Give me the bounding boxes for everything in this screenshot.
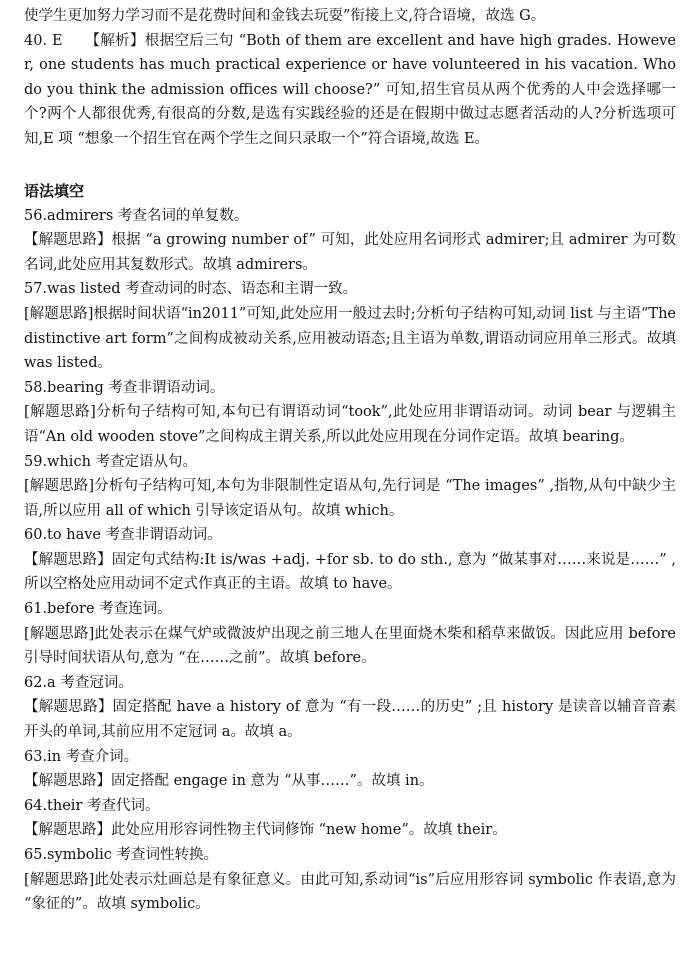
answer-65-head: 65.symbolic 考查词性转换。: [24, 847, 218, 863]
answer-57-head: 57.was listed 考查动词的时态、语态和主谓一致。: [24, 281, 358, 298]
answer-58-analysis: [解题思路]分析句子结构可知,本句已有谓语动词“took”,此处应用非谓语动词。动词 bear 与逻辑主语“An old wooden stove”之间构成主谓关系,所以此处应用现在分词作定语。故填 bearing。: [24, 404, 676, 445]
answer-65-analysis: [解题思路]此处表示灶画总是有象征意义。由此可知,系动词“is”后应用形容词 symbolic 作表语,意为 “象征的”。故填 symbolic。: [24, 871, 676, 913]
answer-56-analysis: 【解题思路】根据 “a growing number of” 可知，此处应用名词形式 admirer;且 admirer 为可数名词,此处应用其复数形式。故填 admirers。: [24, 232, 676, 273]
answer-56-head: 56.admirers 考查名词的单复数。: [24, 207, 249, 224]
answer-58-head: 58.bearing 考查非谓语动词。: [24, 379, 225, 396]
answer-60-analysis: 【解题思路】固定句式结构:It is/was +adj. +for sb. to do sth., 意为 “做某事对……来说是……” ,所以空格处应用动词不定式作真正的主语。故填 to have。: [24, 551, 676, 593]
answer-62-analysis: 【解题思路】固定搭配 have a history of 意为 “有一段……的历史” ;且 history 是读音以辅音音素开头的单词,其前应用不定冠词 a。故填 a。: [24, 699, 676, 741]
answer-59-analysis: [解题思路]分析句子结构可知,本句为非限制性定语从句,先行词是 “The images” ,指物,从句中缺少主语,所以应用 all of which 引导该定语从句。故填 which。: [24, 478, 676, 519]
answer-64-analysis: 【解题思路】此处应用形容词性物主代词修饰 “new home”。故填 their。: [24, 822, 507, 839]
answer-63-analysis: 【解题思路】固定搭配 engage in 意为 “从事……”。故填 in。: [24, 773, 434, 790]
answer-59-head: 59.which 考查定语从句。: [24, 453, 198, 470]
answer-60-head: 60.to have 考查非谓语动词。: [24, 527, 222, 544]
answer-63-head: 63.in 考查介词。: [24, 748, 139, 765]
answer-64-head: 64.their 考查代词。: [24, 797, 160, 814]
section-spacer: [24, 152, 676, 178]
answer-62-head: 62.a 考查冠词。: [24, 674, 133, 691]
answer-61-analysis: [解题思路]此处表示在煤气炉或微波炉出现之前三地人在里面烧木柴和稻草来做饭。因此应用 before 引导时间状语从句,意为 “在……之前”。故填 before。: [24, 625, 676, 667]
section-title-grammar: 语法填空: [24, 181, 85, 200]
reading-answer-40: 40. E 【解析】根据空后三句 “Both of them are excellent and have high grades. However, one students has much practical experience or have volunteered in his vacation. Who do you think the admission offices will choose?” 可知,招生官员从两个优秀的人中会选择哪一个?两个人都很优秀,有很高的分数,是选有实践经验的还是在假期中做过志愿者活动的人?分析选项可知,E 项 “想象一个招生官在两个学生之间只录取一个”符合语境,故选 E。: [24, 32, 676, 147]
answer-61-head: 61.before 考查连词。: [24, 601, 172, 618]
reading-line-1: 使学生更加努力学习而不是花费时间和金钱去玩耍”衔接上文,符合语境，故选 G。: [24, 8, 546, 24]
answer-57-analysis: [解题思路]根据时间状语“in2011”可知,此处应用一般过去时;分析句子结构可知,动词 list 与主语“The distinctive art form”之间构成被动关系,应用被动语态;且主语为单数,谓语动词应用单三形式。故填 was listed。: [24, 305, 676, 372]
